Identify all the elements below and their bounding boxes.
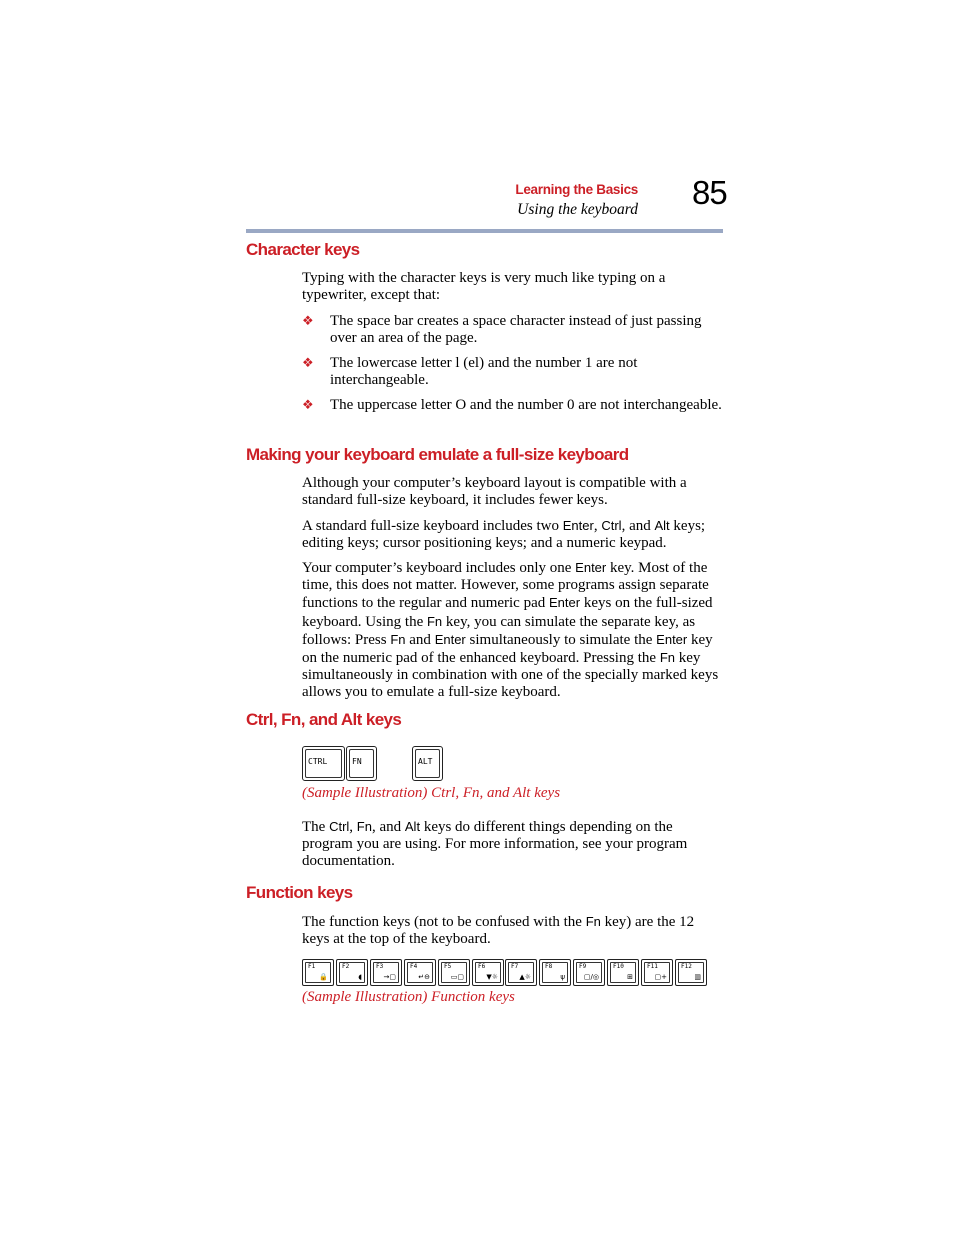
function-key-illustration [336, 959, 368, 986]
function-key-illustration [607, 959, 639, 986]
ctrl-key-illustration: CTRL [302, 746, 345, 781]
running-header-chapter: Learning the Basics [515, 182, 638, 197]
function-key-icon: ▢/◎ [583, 973, 599, 981]
function-key-illustration [438, 959, 470, 986]
function-key-label: F12 [681, 963, 692, 970]
function-key-label: F11 [647, 963, 658, 970]
heading-character-keys: Character keys [246, 240, 360, 259]
function-keys-paragraph: The function keys (not to be confused with the Fn key) are the 12 keys at the top of the keyboard. [302, 914, 695, 948]
header-rule [246, 229, 723, 233]
fn-key-illustration: FN [346, 746, 377, 781]
function-key-illustration [539, 959, 571, 986]
function-key-icon: ◖ [358, 973, 362, 981]
function-key-label: F10 [613, 963, 624, 970]
function-key-icon: ▢+ [654, 973, 667, 981]
function-keys-caption: (Sample Illustration) Function keys [302, 989, 515, 1005]
bullet-icon: ❖ [302, 397, 314, 412]
function-key-illustration [370, 959, 402, 986]
full-size-paragraph-1: Although your computer’s keyboard layout is compatible with a standard full-size keyboard, it includes fewer keys. [302, 475, 687, 509]
function-key-icon: ▭▢ [450, 973, 464, 981]
list-item: The uppercase letter O and the number 0 are not interchangeable. [330, 397, 722, 413]
bullet-icon: ❖ [302, 313, 314, 328]
full-size-paragraph-3: Your computer’s keyboard includes only one Enter key. Most of the time, this does not matter. However, some programs assign separate functions to the regular and numeric pad Enter keys on the full-sized keyboard. Using the Fn key, you can simulate the separate key, as follows: Press Fn and Enter simultaneously to simulate the Enter key on the numeric pad of the enhanced keyboard. Pressing the Fn key simultaneously in combination with one of the specially marked keys allows you to emulate a full-size keyboard. [302, 560, 719, 701]
ctrl-fn-alt-paragraph: The Ctrl, Fn, and Alt keys do different things depending on the program you are using. For more information, see your program documentation. [302, 819, 688, 870]
list-item: The space bar creates a space character instead of just passing over an area of the page. [330, 313, 702, 347]
heading-ctrl-fn-alt: Ctrl, Fn, and Alt keys [246, 710, 402, 729]
function-key-icon: ▥ [694, 973, 701, 981]
function-key-label: F3 [376, 963, 384, 970]
function-key-illustration [472, 959, 504, 986]
function-key-illustration [573, 959, 605, 986]
ctrl-fn-alt-caption: (Sample Illustration) Ctrl, Fn, and Alt keys [302, 785, 561, 801]
alt-key-illustration: ALT [412, 746, 443, 781]
function-key-icon: ▼☼ [486, 973, 498, 981]
function-key-label: F9 [579, 963, 587, 970]
function-key-icon: →▢ [383, 973, 396, 981]
function-key-illustration [302, 959, 334, 986]
function-key-icon: 🔒 [319, 973, 328, 981]
function-key-icon: ↵⊖ [418, 973, 430, 981]
function-key-illustration [675, 959, 707, 986]
function-key-label: F4 [410, 963, 418, 970]
function-key-label: F6 [478, 963, 486, 970]
function-key-icon: ▲☼ [519, 973, 531, 981]
function-key-label: F5 [444, 963, 452, 970]
bullet-icon: ❖ [302, 355, 314, 370]
page-number: 85 [692, 174, 727, 211]
function-key-label: F8 [545, 963, 553, 970]
function-key-label: F7 [511, 963, 519, 970]
function-key-label: F2 [342, 963, 350, 970]
heading-function-keys: Function keys [246, 883, 353, 902]
function-key-illustration [404, 959, 436, 986]
function-key-label: F1 [308, 963, 316, 970]
character-keys-intro: Typing with the character keys is very much like typing on a typewriter, except that: [302, 270, 666, 304]
function-key-illustration [505, 959, 537, 986]
function-key-icon: ⊞ [627, 973, 633, 981]
heading-full-size-keyboard: Making your keyboard emulate a full-size keyboard [246, 445, 629, 464]
function-key-icon: ψ [560, 973, 565, 981]
full-size-paragraph-2: A standard full-size keyboard includes two Enter, Ctrl, and Alt keys; editing keys; cursor positioning keys; and a numeric keypad. [302, 518, 706, 552]
list-item: The lowercase letter l (el) and the number 1 are not interchangeable. [330, 355, 638, 389]
running-header-section: Using the keyboard [517, 201, 638, 218]
function-key-illustration [641, 959, 673, 986]
